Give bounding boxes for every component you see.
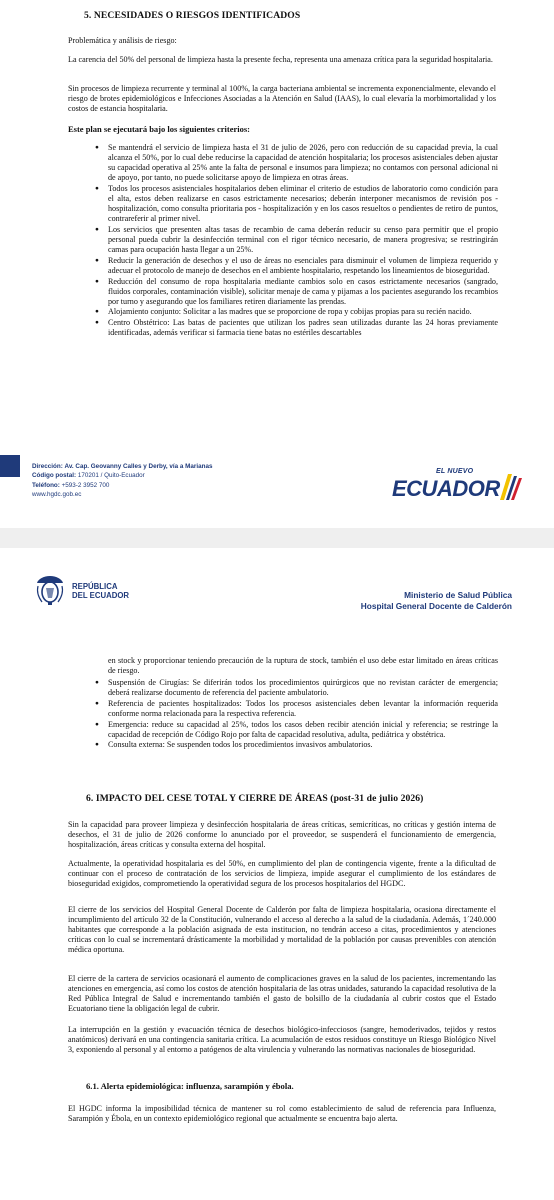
paragraph-bacterial-load: Sin procesos de limpieza recurrente y terminal al 100%, la carga bacteriana ambiental se incrementa exponencialmente, elevando el riesgo de brotes epidemiológicos e Infecciones Asociadas a la Atención en Salud (IAAS), lo cual elevaría la morbimortalidad y los costos de estancia hospitalaria. [68, 84, 496, 114]
criteria-heading: Este plan se ejecutará bajo los siguientes criterios: [68, 124, 251, 134]
list-item: ● Suspensión de Cirugías: Se diferirán todos los procedimientos quirúrgicos que no revistan carácter de emergencia; deberá realizarse documento de referencia del paciente ambulatorio. [96, 678, 498, 698]
republica-label [72, 582, 129, 600]
criteria-list [96, 143, 498, 339]
list-item: ● Alojamiento conjunto: Solicitar a las madres que se proporcione de ropa y cobijas propias para su recién nacido. [96, 307, 498, 317]
flag-stripes-icon [496, 472, 522, 502]
institution-header [361, 590, 512, 612]
paragraph-epidemiological-alert: El HGDC informa la imposibilidad técnica de mantener su rol como establecimiento de salud de referencia para Influenza, Sarampión y Ébola, en un contexto epidemiológico regional que actualmente se encuentra bajo alerta. [68, 1104, 496, 1124]
paragraph-biohazard-waste: La interrupción en la gestión y evacuación técnica de desechos biológico-infecciosos (sangre, hemoderivados, tejidos y restos anatómicos) derivará en una contingencia sanitaria crítica. La acumulación de estos residuos constituye un Riesgo Biológico Nivel 3, exponiendo al personal y al entorno a patógenos de alta virulencia y vulnerando las normativas nacionales de bioseguridad. [68, 1025, 496, 1055]
list-item: ● Referencia de pacientes hospitalizados: Todos los procesos asistenciales deben levantar la información requerida conforme norma relacionada para la respectiva referencia. [96, 699, 498, 719]
ecuador-logo [392, 468, 522, 512]
footer-address-block [32, 462, 212, 500]
footer-accent-stripe [0, 455, 20, 477]
list-item: ● Reducción del consumo de ropa hospitalaria mediante cambios solo en casos estrictamente necesarios (sangrado, fluidos corporales, contaminación visible), solicitar menaje de cama y pijamas a los pacientes asegurando los recambios por turno y asegurando que los familiares retiren diariamente las prendas. [96, 277, 498, 307]
ministry-name: Ministerio de Salud Pública [404, 590, 512, 600]
website-link[interactable]: www.hgdc.gob.ec [32, 491, 82, 499]
list-item: ● Reducir la generación de desechos y el uso de áreas no esenciales para disminuir el volumen de limpieza requerido y adecuar el protocolo de manejo de desechos en el ambiente hospitalario, respetando los lineamientos de bioseguridad. [96, 256, 498, 276]
logo-wordmark: ECUADOR [392, 476, 500, 501]
section-5-title: 5. NECESIDADES O RIESGOS IDENTIFICADOS [84, 10, 301, 21]
paragraph-closure-impact: Sin la capacidad para proveer limpieza y desinfección hospitalaria de áreas críticas, semicríticas, no críticas y gestión interna de desechos, el 31 de julio de 2026 conforme lo anunciado por el proveedor, se suspenderá el funcionamiento de emergencia, hospitalización, áreas críticas y consulta externa del hospital. [68, 820, 496, 850]
paragraph-personal-shortage: La carencia del 50% del personal de limpieza hasta la presente fecha, representa una amenaza crítica para la seguridad hospitalaria. [68, 55, 493, 64]
direccion-value: Av. Cap. Geovanny Calles y Derby, vía a Marianas [64, 463, 213, 470]
measures-list [96, 678, 498, 751]
hospital-name: Hospital General Docente de Calderón [360, 601, 512, 611]
subsection-6-1-title: 6.1. Alerta epidemiológica: influenza, sarampión y ébola. [86, 1081, 294, 1091]
paragraph-current-operation: Actualmente, la operatividad hospitalaria es del 50%, en cumplimiento del plan de contingencia vigente, frente a la dificultad de continuar con el proceso de contratación de los servicios de limpieza, impide asegurar el cumplimiento de los estándares de bioseguridad exigidos, comprometiendo la operatividad segura de los procesos hospitalarios del HGDC. [68, 859, 496, 889]
list-item: ● Todos los procesos asistenciales hospitalarios deben eliminar el criterio de estudios de laboratorio como condición para el alta, estos deben realizarse en casos estrictamente necesarios; deberán interponer mecanismos de revisión pos - hospitalización, como consulta prioritaria pos - hospitalización y en los casos resueltos o pendientes de retiro de puntos, contrareferir al primer nivel. [96, 184, 498, 224]
document-page-1 [0, 0, 554, 528]
telefono-label: Teléfono: [32, 481, 60, 489]
paragraph-complications: El cierre de la cartera de servicios ocasionará el aumento de complicaciones graves en la salud de los pacientes, incrementando las atenciones en emergencia, así como los costos de atención hospitalaria de las otras unidades, saturando la capacidad resolutiva de la Red Pública Integral de Salud e incrementando también el gasto de bolsillo de la ciudadanía al cubrir costos que el Estado Ecuatoriano tiene la obligación legal de cubrir. [68, 974, 496, 1014]
section-6-title: 6. IMPACTO DEL CESE TOTAL Y CIERRE DE ÁREAS (post-31 de julio 2026) [86, 793, 424, 804]
list-item: ● Se mantendrá el servicio de limpieza hasta el 31 de julio de 2026, pero con reducción de su capacidad previa, la cual alcanza el 50%, por lo cual debe reducirse la capacidad de atención hospitalaria; los procesos asistenciales deben ajustar su capacidad operativa al 25% ante la falta de personal e insumos para limpieza; no contamos con personal adicional ni de apoyo, por tanto, no puede solicitarse apoyo de limpieza en otras áreas. [96, 143, 498, 183]
republica-line-2: DEL ECUADOR [72, 591, 130, 600]
problem-label: Problemática y análisis de riesgo: [68, 36, 177, 45]
list-item: ● Emergencia: reduce su capacidad al 25%, todos los casos deben recibir atención inicial y referencia; se restringe la capacidad de recepción de Código Rojo por falta de capacidad resolutiva, adulta, pediátrica y obstétrica. [96, 720, 498, 740]
telefono-value: +593-2 3952 700 [61, 481, 110, 489]
list-item: ● Centro Obstétrico: Las batas de pacientes que utilizan los padres sean utilizadas durante las 24 horas previamente identificadas, además verificar si farmacia tiene batas no estériles descartables [96, 318, 498, 338]
list-item: ● Consulta externa: Se suspenden todos los procedimientos invasivos ambulatorios. [96, 740, 498, 750]
list-item: ● Los servicios que presenten altas tasas de recambio de cama deberán reducir su censo para permitir que el propio personal pueda cubrir la desinfección terminal con el rigor técnico necesario, de manera progresiva; se restringirán camas para ocupación hasta llegar a un 25%. [96, 225, 498, 255]
continued-bullet-text: en stock y proporcionar teniendo precaución de la ruptura de stock, también el uso debe estar limitado en áreas críticas de riesgo. [108, 656, 498, 676]
document-page-2 [0, 548, 554, 1200]
paragraph-constitutional-breach: El cierre de los servicios del Hospital General Docente de Calderón por falta de limpieza hospitalaria, ocasiona directamente el incumplimiento del artículo 32 de la Constitución, vulnerando el acceso al derecho a la salud de la ciudadanía. Además, 1´240.000 habitantes que corresponde a la población asignada de esta institucion, no tendrán acceso a citas, procedimientos y atenciones críticas con lo cual se incrementará drásticamente la morbilidad y mortalidad de la población por causas prevenibles con atención médica oportuna. [68, 905, 496, 955]
republica-line-1: REPÚBLICA [72, 582, 118, 591]
codigo-label: Código postal: [32, 472, 77, 480]
logo-tagline: EL NUEVO [436, 468, 474, 475]
direccion-label: Dirección: [32, 463, 63, 470]
page-separator [0, 528, 554, 548]
codigo-value: 170201 / Quito-Ecuador [77, 472, 145, 480]
coat-of-arms-icon [34, 574, 66, 606]
